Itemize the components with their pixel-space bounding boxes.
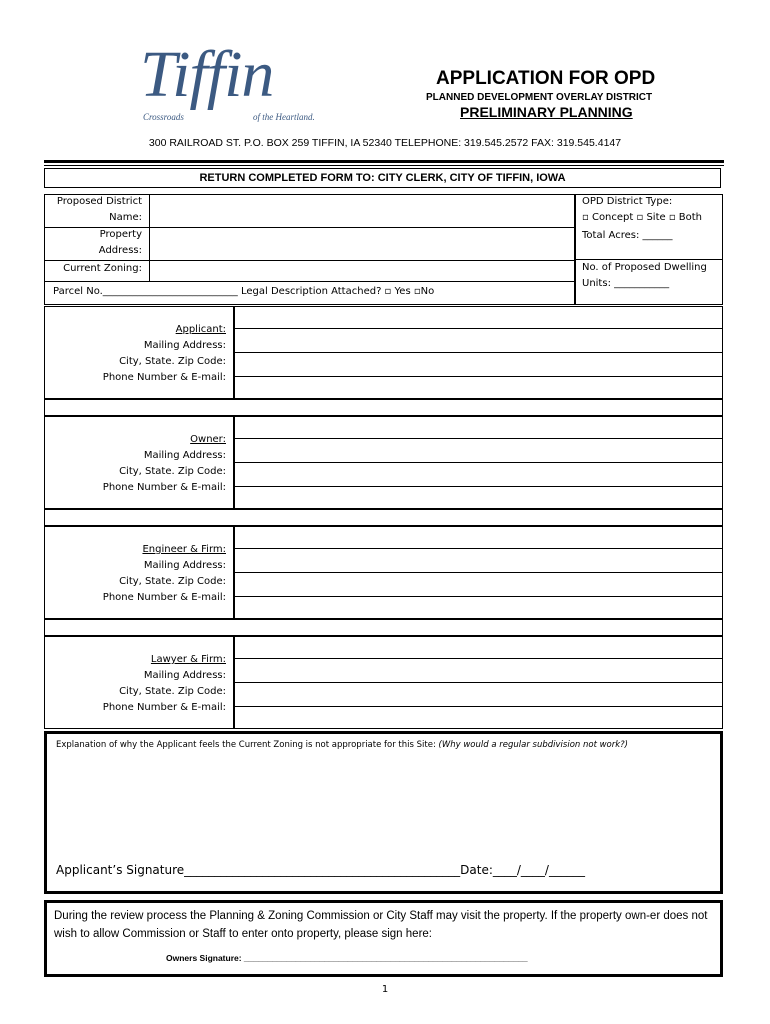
party-role-label: Applicant: <box>175 324 226 335</box>
form-title: APPLICATION FOR OPD <box>436 68 656 89</box>
property-address-field[interactable] <box>149 227 575 261</box>
section-spacer <box>44 399 723 416</box>
party-role-label: Owner: <box>190 434 226 445</box>
phone-email-label: Phone Number & E-mail: <box>102 372 226 383</box>
mailing-address-label: Mailing Address: <box>143 450 226 461</box>
divider <box>44 281 150 282</box>
dwelling-units-label: No. of Proposed Dwelling <box>582 262 707 273</box>
opd-type-options[interactable]: ▫ Concept ▫ Site ▫ Both <box>582 212 703 223</box>
current-zoning-field[interactable] <box>149 260 575 282</box>
city-state-zip-field[interactable] <box>236 682 722 706</box>
header-rule <box>44 160 724 163</box>
explanation-text: Explanation of why the Applicant feels the Current Zoning is not appropriate for this Site: <box>56 740 439 750</box>
section-spacer <box>44 619 723 636</box>
city-state-zip-field[interactable] <box>236 572 722 596</box>
mailing-address-label: Mailing Address: <box>143 670 226 681</box>
phone-email-field[interactable] <box>236 706 722 729</box>
property-address-label: Property Address: <box>98 229 142 256</box>
city-address: 300 RAILROAD ST. P.O. BOX 259 TIFFIN, IA 52340 TELEPHONE: 319.545.2572 FAX: 319.545.4147 <box>148 137 622 149</box>
proposed-district-name-field[interactable] <box>149 194 575 228</box>
logo-tagline-right: of the Heartland. <box>253 112 315 122</box>
owner-signature-line[interactable]: Owners Signature: ____________________________________________________________ <box>166 953 528 963</box>
proposed-district-label: Proposed District Name: <box>56 196 142 223</box>
mailing-address-field[interactable] <box>236 548 722 572</box>
mailing-address-field[interactable] <box>236 658 722 682</box>
name-field[interactable] <box>236 636 722 658</box>
tiffin-logo: Tiffin <box>140 38 274 111</box>
phone-email-field[interactable] <box>236 486 722 509</box>
city-state-zip-label: City, State. Zip Code: <box>119 686 226 697</box>
applicant-signature-line[interactable]: Applicant’s Signature______________________________________________Date:____/____/______ <box>56 863 585 877</box>
city-state-zip-label: City, State. Zip Code: <box>119 466 226 477</box>
opd-type-label: OPD District Type: <box>582 196 673 207</box>
name-field[interactable] <box>236 306 722 328</box>
mailing-address-field[interactable] <box>236 328 722 352</box>
city-state-zip-label: City, State. Zip Code: <box>119 356 226 367</box>
form-stage-heading: PRELIMINARY PLANNING <box>460 104 633 120</box>
phone-email-field[interactable] <box>236 376 722 399</box>
logo-tagline-left: Crossroads <box>143 112 184 122</box>
dwelling-units-field[interactable]: Units: ___________ <box>582 278 670 289</box>
mailing-address-label: Mailing Address: <box>143 340 226 351</box>
return-to-banner: RETURN COMPLETED FORM TO: CITY CLERK, CITY OF TIFFIN, IOWA <box>44 168 721 188</box>
current-zoning-label: Current Zoning: <box>63 263 142 274</box>
owner-notice-text: During the review process the Planning & Zoning Commission or City Staff may visit the property. If the property own-er does not wish to allow Commission or Staff to enter onto property, please sign here: <box>54 910 708 940</box>
mailing-address-field[interactable] <box>236 438 722 462</box>
section-spacer <box>44 509 723 526</box>
phone-email-label: Phone Number & E-mail: <box>102 702 226 713</box>
city-state-zip-field[interactable] <box>236 352 722 376</box>
mailing-address-label: Mailing Address: <box>143 560 226 571</box>
form-subtitle: PLANNED DEVELOPMENT OVERLAY DISTRICT <box>426 92 653 103</box>
phone-email-label: Phone Number & E-mail: <box>102 592 226 603</box>
party-role-label: Lawyer & Firm: <box>150 654 226 665</box>
party-role-label: Engineer & Firm: <box>142 544 226 555</box>
total-acres-field[interactable]: Total Acres: ______ <box>582 230 673 241</box>
page-number: 1 <box>381 984 389 995</box>
name-field[interactable] <box>236 526 722 548</box>
city-state-zip-field[interactable] <box>236 462 722 486</box>
city-state-zip-label: City, State. Zip Code: <box>119 576 226 587</box>
phone-email-field[interactable] <box>236 596 722 619</box>
explanation-prompt <box>56 740 628 750</box>
explanation-question: (Why would a regular subdivision not work?) <box>438 740 628 750</box>
header-rule-thin <box>44 165 724 166</box>
name-field[interactable] <box>236 416 722 438</box>
parcel-and-legal-line[interactable]: Parcel No.___________________________ Legal Description Attached? ▫ Yes ▫No <box>53 286 435 297</box>
phone-email-label: Phone Number & E-mail: <box>102 482 226 493</box>
